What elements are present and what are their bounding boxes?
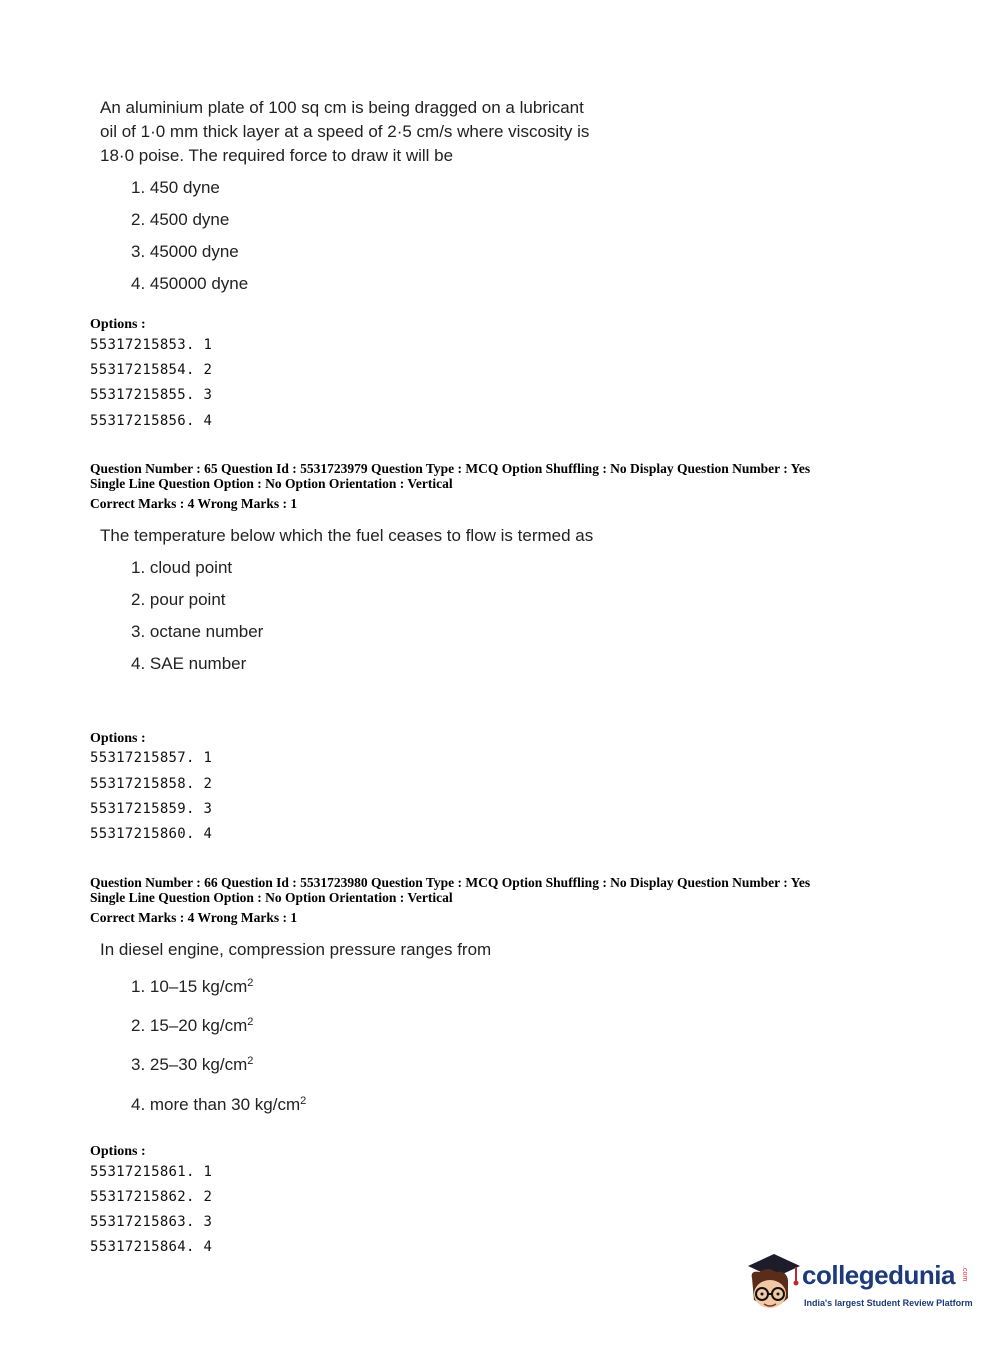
option-id: 55317215858. 2 bbox=[90, 776, 213, 792]
answer-choice: 2. 4500 dyne bbox=[131, 210, 230, 229]
option-id: 55317215864. 4 bbox=[90, 1239, 213, 1255]
option-id: 55317215853. 1 bbox=[90, 337, 213, 353]
superscript: 2 bbox=[300, 1095, 307, 1107]
answer-choice bbox=[131, 1055, 253, 1075]
option-id: 55317215859. 3 bbox=[90, 801, 213, 817]
answer-choice bbox=[131, 1016, 253, 1036]
answer-choice: 3. octane number bbox=[131, 622, 264, 641]
question-65-meta-2: Single Line Question Option : No Option Orientation : Vertical bbox=[90, 476, 453, 491]
collegedunia-logo bbox=[744, 1248, 974, 1318]
choice-text: 2. 15–20 kg/cm bbox=[131, 1016, 248, 1035]
answer-choice bbox=[131, 977, 253, 997]
option-id: 55317215862. 2 bbox=[90, 1189, 213, 1205]
logo-tagline: India's largest Student Review Platform bbox=[804, 1298, 973, 1308]
answer-choice: 3. 45000 dyne bbox=[131, 242, 239, 261]
question-66-marks: Correct Marks : 4 Wrong Marks : 1 bbox=[90, 910, 298, 925]
question-65-text: The temperature below which the fuel ceases to flow is termed as bbox=[100, 526, 594, 545]
option-id: 55317215860. 4 bbox=[90, 826, 213, 842]
question-text-line: 18·0 poise. The required force to draw it will be bbox=[100, 146, 454, 165]
superscript: 2 bbox=[247, 1055, 254, 1067]
logo-suffix: .com bbox=[961, 1266, 968, 1282]
answer-choice bbox=[131, 1095, 306, 1115]
option-id: 55317215863. 3 bbox=[90, 1214, 213, 1230]
choice-text: 4. more than 30 kg/cm bbox=[131, 1095, 301, 1114]
choice-text: 1. 10–15 kg/cm bbox=[131, 977, 248, 996]
question-66-text: In diesel engine, compression pressure ranges from bbox=[100, 940, 492, 959]
options-label: Options : bbox=[90, 1144, 146, 1159]
answer-choice: 4. SAE number bbox=[131, 654, 247, 673]
question-65-marks: Correct Marks : 4 Wrong Marks : 1 bbox=[90, 496, 298, 511]
mascot-icon bbox=[744, 1248, 802, 1318]
question-65-meta: Question Number : 65 Question Id : 5531723979 Question Type : MCQ Option Shuffling : No Display Question Number : Yes bbox=[90, 461, 811, 476]
option-id: 55317215857. 1 bbox=[90, 750, 213, 766]
superscript: 2 bbox=[247, 1016, 254, 1028]
question-64-text bbox=[100, 96, 589, 168]
answer-choice: 4. 450000 dyne bbox=[131, 274, 249, 293]
option-id: 55317215855. 3 bbox=[90, 387, 213, 403]
options-label: Options : bbox=[90, 731, 146, 746]
question-text-line: An aluminium plate of 100 sq cm is being dragged on a lubricant bbox=[100, 98, 584, 117]
logo-wordmark: collegedunia bbox=[802, 1260, 955, 1290]
superscript: 2 bbox=[247, 977, 254, 989]
answer-choice: 2. pour point bbox=[131, 590, 226, 609]
question-66-meta: Question Number : 66 Question Id : 5531723980 Question Type : MCQ Option Shuffling : No Display Question Number : Yes bbox=[90, 875, 811, 890]
question-text-line: oil of 1·0 mm thick layer at a speed of 2·5 cm/s where viscosity is bbox=[100, 122, 590, 141]
option-id: 55317215854. 2 bbox=[90, 362, 213, 378]
question-66-meta-2: Single Line Question Option : No Option Orientation : Vertical bbox=[90, 890, 453, 905]
options-label: Options : bbox=[90, 317, 146, 332]
option-id: 55317215861. 1 bbox=[90, 1164, 213, 1180]
option-id: 55317215856. 4 bbox=[90, 413, 213, 429]
answer-choice: 1. cloud point bbox=[131, 558, 233, 577]
answer-choice: 1. 450 dyne bbox=[131, 178, 220, 197]
choice-text: 3. 25–30 kg/cm bbox=[131, 1055, 248, 1074]
